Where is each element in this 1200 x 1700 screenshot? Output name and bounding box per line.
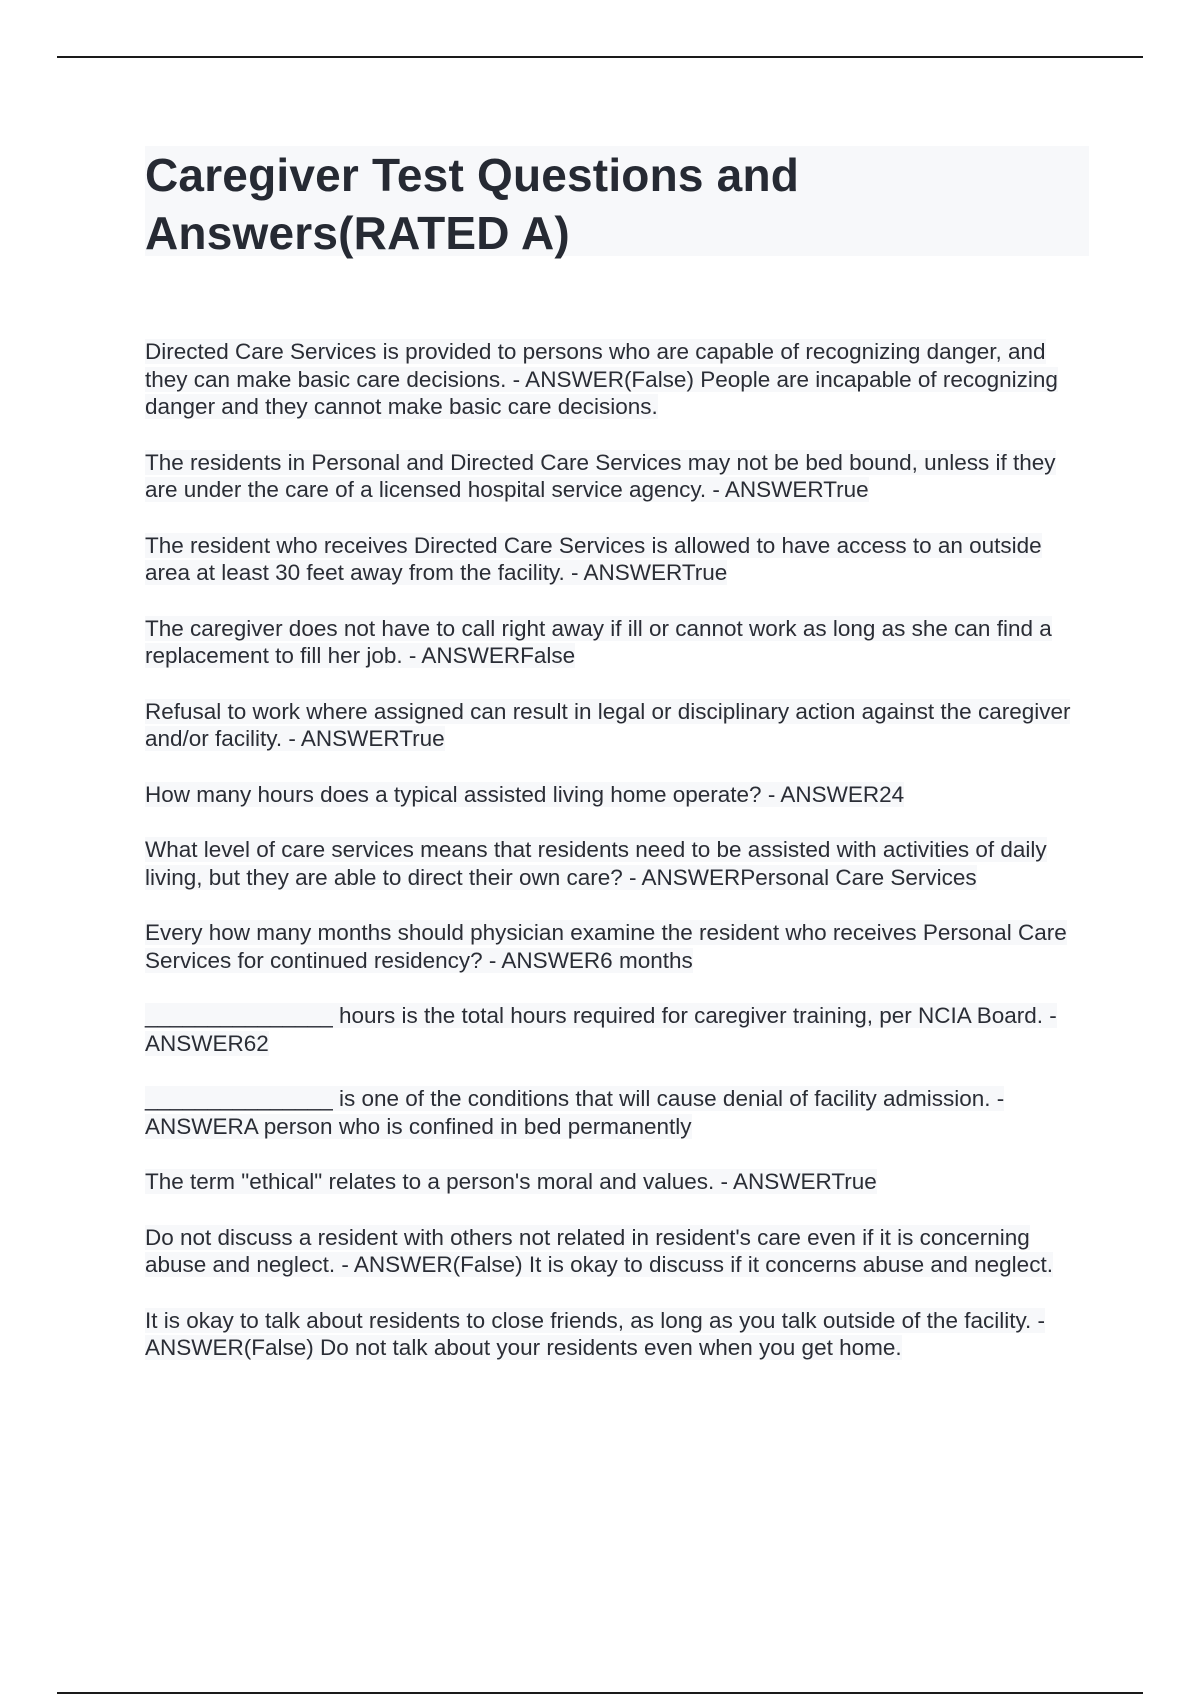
qa-item-text: What level of care services means that residents need to be assisted with activities of daily living, but they are able to direct their own care? - ANSWERPersonal Care Services — [145, 837, 1047, 890]
qa-item-text: Every how many months should physician examine the resident who receives Personal Care Services for continued residency? - ANSWER6 months — [145, 920, 1067, 973]
qa-item — [145, 836, 1089, 891]
qa-item — [145, 1002, 1089, 1057]
qa-item — [145, 338, 1089, 421]
qa-item-text: Refusal to work where assigned can result in legal or disciplinary action against the caregiver and/or facility. - ANSWERTrue — [145, 698, 1071, 751]
qa-item — [145, 781, 1089, 809]
qa-list — [145, 338, 1089, 1390]
qa-item-text: The residents in Personal and Directed Care Services may not be bed bound, unless if they are under the care of a licensed hospital service agency. - ANSWERTrue — [145, 449, 1056, 502]
qa-item-text: _______________ is one of the conditions that will cause denial of facility admission. - ANSWERA person who is confined in bed permanently — [145, 1086, 1005, 1139]
qa-item — [145, 698, 1089, 753]
qa-item-text: The resident who receives Directed Care Services is allowed to have access to an outside area at least 30 feet away from the facility. - ANSWERTrue — [145, 532, 1042, 585]
qa-item — [145, 1085, 1089, 1140]
qa-item-text: Directed Care Services is provided to persons who are capable of recognizing danger, and they can make basic care decisions. - ANSWER(False) People are incapable of recognizing danger and they cannot make basic care decisions. — [145, 339, 1058, 419]
qa-item-text: It is okay to talk about residents to close friends, as long as you talk outside of the facility. - ANSWER(False) Do not talk about your residents even when you get home. — [145, 1307, 1046, 1360]
qa-item — [145, 919, 1089, 974]
qa-item-text: The caregiver does not have to call right away if ill or cannot work as long as she can find a replacement to fill her job. - ANSWERFalse — [145, 615, 1052, 668]
qa-item — [145, 1307, 1089, 1362]
title-block — [145, 146, 1089, 259]
bottom-rule — [57, 1692, 1143, 1694]
qa-item-text: The term "ethical" relates to a person's moral and values. - ANSWERTrue — [145, 1169, 877, 1194]
qa-item — [145, 449, 1089, 504]
qa-item — [145, 1224, 1089, 1279]
qa-item-text: How many hours does a typical assisted living home operate? - ANSWER24 — [145, 781, 905, 807]
document-title: Caregiver Test Questions and Answers(RATED A) — [145, 149, 800, 259]
qa-item — [145, 532, 1089, 587]
qa-item — [145, 1168, 1089, 1196]
qa-item-text: _______________ hours is the total hours required for caregiver training, per NCIA Board. - ANSWER62 — [145, 1003, 1057, 1056]
qa-item — [145, 615, 1089, 670]
top-rule — [57, 56, 1143, 58]
qa-item-text: Do not discuss a resident with others not related in resident's care even if it is concerning abuse and neglect. - ANSWER(False) It is okay to discuss if it concerns abuse and neglect. — [145, 1224, 1053, 1277]
